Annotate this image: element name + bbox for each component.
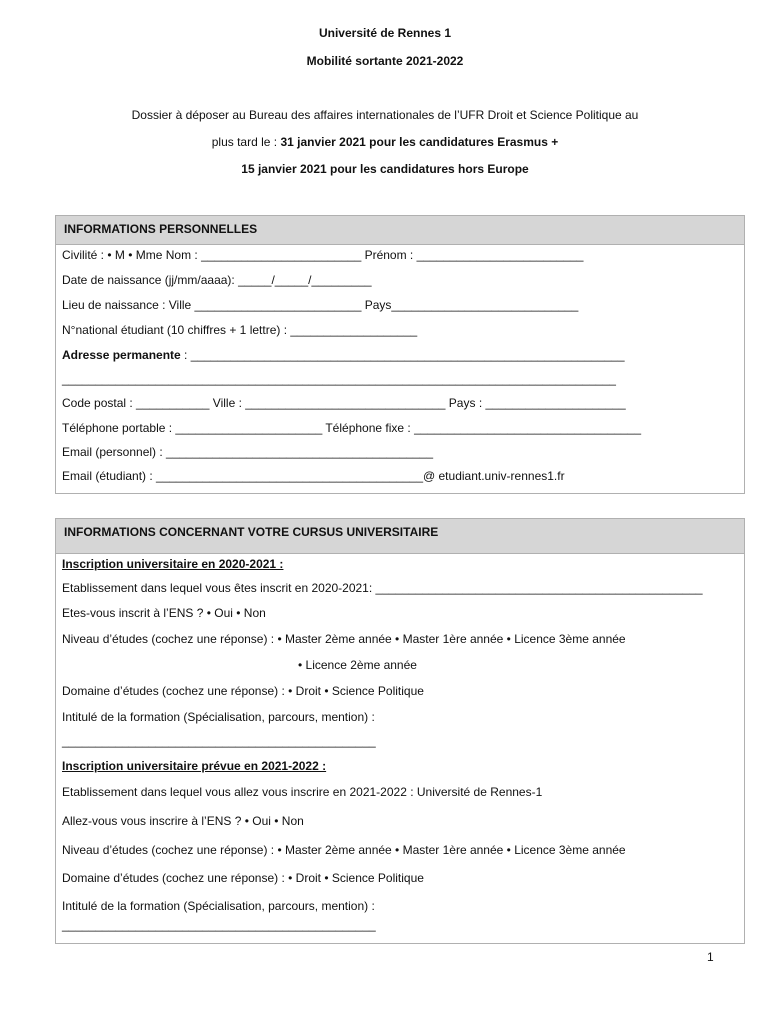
address-field: : _________________________________________________________________: [180, 348, 625, 362]
planned-program-blank: _______________________________________________: [62, 918, 376, 932]
planned-level-line: Niveau d’études (cochez une réponse) : • Master 2ème année • Master 1ère année • Licence 3ème année: [62, 843, 626, 857]
university-title: Université de Rennes 1: [318, 26, 452, 40]
civilite-line: Civilité : • M • Mme Nom : ________________________ Prénom : _________________________: [62, 248, 584, 262]
intro-prefix: plus tard le :: [211, 135, 281, 149]
planned-institution-line: Etablissement dans lequel vous allez vous inscrire en 2021-2022 : Université de Rennes-1: [62, 785, 543, 799]
erasmus-deadline: 31 janvier 2021 pour les candidatures Erasmus +: [280, 135, 559, 149]
current-level-line: Niveau d’études (cochez une réponse) : • Master 2ème année • Master 1ère année • Licence 3ème année: [62, 632, 626, 646]
cursus-header: [56, 519, 744, 554]
current-institution-line: Etablissement dans lequel vous êtes inscrit en 2020-2021: _________________________________________________: [62, 581, 703, 595]
address-line-2: ___________________________________________________________________________________: [62, 372, 616, 386]
address-line-1: [62, 348, 625, 362]
birth-place-line: Lieu de naissance : Ville _________________________ Pays____________________________: [62, 298, 579, 312]
email-student-line: Email (étudiant) : ________________________________________@ etudiant.univ-rennes1.fr: [62, 469, 565, 483]
planned-domain-line: Domaine d’études (cochez une réponse) : • Droit • Science Politique: [62, 871, 424, 885]
page-number: 1: [707, 950, 714, 964]
current-level-licence2: • Licence 2ème année: [298, 658, 417, 672]
student-number-line: N°national étudiant (10 chiffres + 1 lettre) : ___________________: [62, 323, 418, 337]
phone-line: Téléphone portable : ______________________ Téléphone fixe : __________________________________: [62, 421, 641, 435]
planned-enrollment-heading: Inscription universitaire prévue en 2021-2022 :: [62, 759, 327, 773]
personal-info-header: [56, 216, 744, 245]
birth-date-line: Date de naissance (jj/mm/aaaa): _____/_____/_________: [62, 273, 372, 287]
planned-ens-line: Allez-vous vous inscrire à l’ENS ? • Oui • Non: [62, 814, 304, 828]
hors-europe-deadline: 15 janvier 2021 pour les candidatures hors Europe: [241, 162, 529, 176]
current-domain-line: Domaine d’études (cochez une réponse) : • Droit • Science Politique: [62, 684, 424, 698]
address-label: Adresse permanente: [62, 348, 181, 362]
current-program-title-line: Intitulé de la formation (Spécialisation, parcours, mention) :: [62, 710, 375, 724]
cursus-title: INFORMATIONS CONCERNANT VOTRE CURSUS UNIVERSITAIRE: [64, 525, 439, 539]
current-program-blank: _______________________________________________: [62, 734, 376, 748]
current-enrollment-heading: Inscription universitaire en 2020-2021 :: [62, 557, 284, 571]
intro-line-2: [0, 135, 770, 149]
planned-program-title-line: Intitulé de la formation (Spécialisation, parcours, mention) :: [62, 899, 375, 913]
current-ens-line: Etes-vous inscrit à l’ENS ? • Oui • Non: [62, 606, 266, 620]
intro-line-1: Dossier à déposer au Bureau des affaires internationales de l’UFR Droit et Science Politique au: [131, 108, 639, 122]
personal-info-title: INFORMATIONS PERSONNELLES: [64, 222, 258, 236]
email-personal-line: Email (personnel) : ________________________________________: [62, 445, 433, 459]
program-title: Mobilité sortante 2021-2022: [306, 54, 464, 68]
postal-code-line: Code postal : ___________ Ville : ______________________________ Pays : _____________________: [62, 396, 626, 410]
